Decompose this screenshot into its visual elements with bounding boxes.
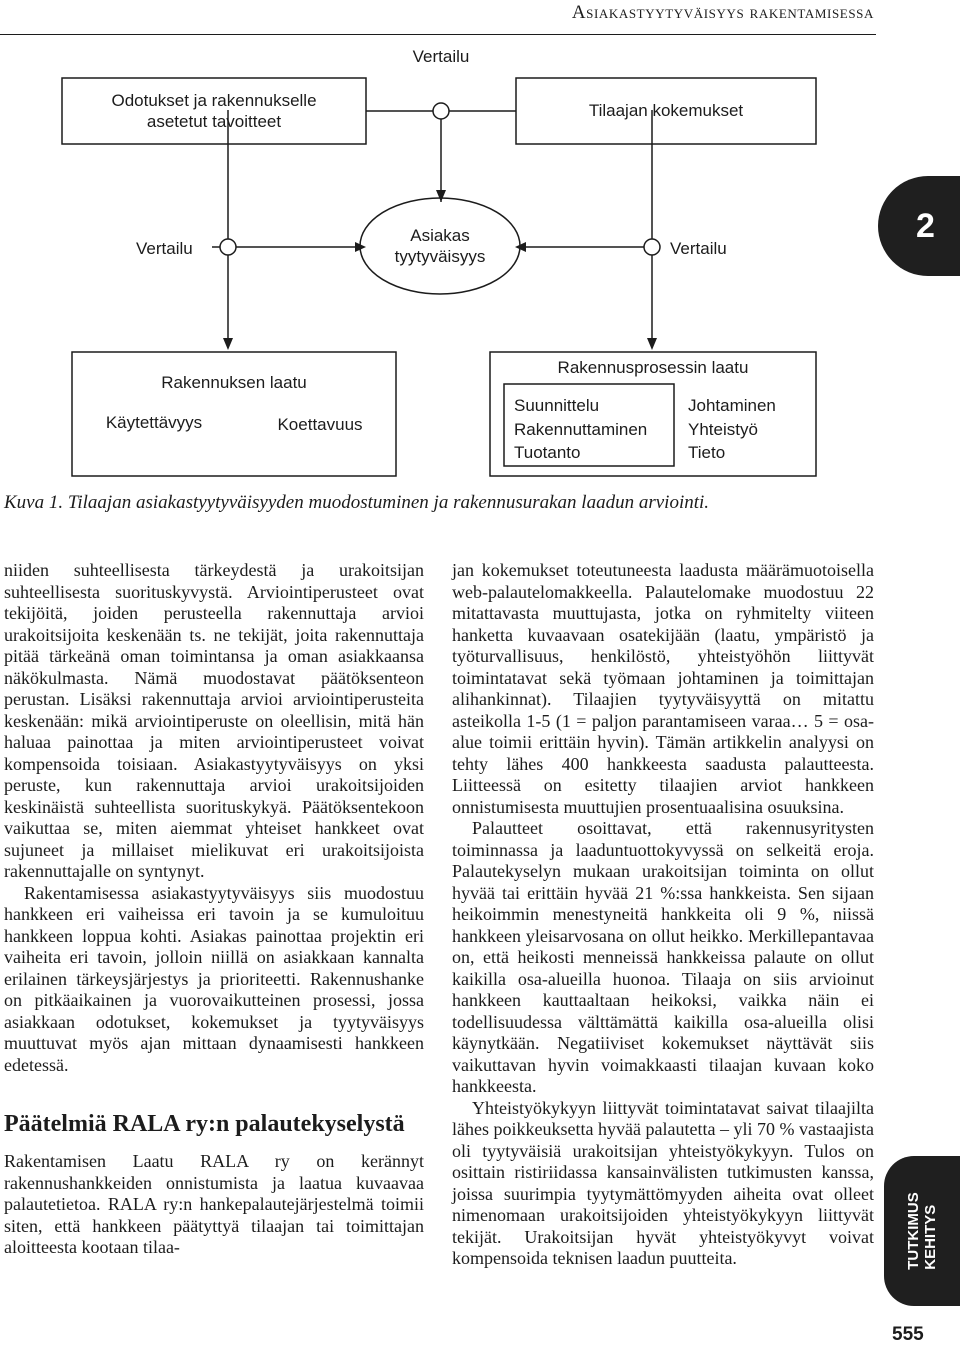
- process-item-cooperation: Yhteistyö: [688, 419, 758, 439]
- left-paragraph-1: niiden suhteellisesta tärkeydestä ja urakoitsijan suhteellisesta suorituskyvystä. Arviointiperusteet ovat tekijöitä, joiden perusteella rakennuttaja arvioi urakoitsijoita keskenään ts. ne tekijät, joita rakennuttaja pitää tärkeänä oman toimintansa ja oman asiakkaansa näkökulmasta. Nämä muodostavat päätöksenteon perustan. Lisäksi rakennuttaja arvioi arviointiperusteita keskenään: mikä arviointiperuste on oleellisin, mitä hän haluaa painottaa ja miten arviointiperusteet voivat kompensoida toisiaan. Asiakastyytyväisyys on yksi peruste, kun rakennuttaja arvioi urakoitsijoiden keskinäistä suhteellista suorituskykyä. Päätöksentekoon vaikuttaa se, miten aiemmat yhteiset hankkeet ovat sujuneet ja millaiset mielikuvat eri urakoitsijoista rakennuttajalle on syntynyt.: [4, 560, 424, 881]
- section-side-tab: [884, 1156, 960, 1306]
- process-item-design: Suunnittelu: [514, 396, 600, 415]
- process-item-management: Johtaminen: [688, 396, 776, 415]
- top-compare-label: Vertailu: [412, 47, 470, 66]
- expectations-label: [62, 90, 366, 132]
- right-column: [452, 560, 874, 1270]
- left-paragraph-2: Rakentamisessa asiakastyytyväisyys siis muodostuu hankkeen eri vaiheissa eri tavoin ja se kumuloituu hankkeen loppua kohti. Asiakas painottaa projektin eri vaiheita eri tavoin, jolloin niillä on asiakkaan kannalta erilainen tärkeysjärjestys ja prioriteetti. Rakennushanke on pitkäaikainen ja vuorovaikutteinen prosessi, jossa asiakkaan odotukset, kokemukset ja tyytyväisyys muuttuvat myös ajan mittaan dynaamisesti hankkeen edetessä.: [4, 882, 424, 1075]
- process-inner-list: [514, 394, 674, 465]
- process-item-production: Tuotanto: [514, 443, 581, 462]
- process-outer-list: [688, 394, 808, 465]
- center-line-1: Asiakas: [410, 226, 470, 245]
- left-compare-node: [220, 239, 236, 255]
- left-paragraph-3: Rakentamisen Laatu RALA ry on kerännyt rakennushankkeiden onnistumista ja laatua kuvaavaa palautetietoa. RALA ry:n hankepalautejärjestelmä toimii siten, että hankkeen päätyttyä tilaajan tai toimittajan aloitteesta kootaan tilaa-: [4, 1151, 424, 1257]
- chapter-number-tab: 2: [878, 176, 960, 276]
- page-number: 555: [892, 1324, 924, 1345]
- side-tab-line-2: KEHITYS: [922, 1204, 939, 1270]
- building-quality-item-usability: Käytettävyys: [105, 413, 203, 432]
- expectations-line-2: asetetut tavoitteet: [146, 112, 282, 131]
- right-compare-label: Vertailu: [670, 239, 727, 258]
- satisfaction-diagram: [0, 0, 960, 480]
- right-paragraph-2: Palautteet osoittavat, että rakennusyritysten toiminnassa ja laaduntuottokyvyssä on selkeitä eroja. Palautekyselyn mukaan urakoitsijan toiminta on ollut hyvää tai erittäin hyvää 21 %:ssa hankkeista. Sen sijaan heikoimmin menestyneitä hankkeita oli 9 %, niissä hankkeen yleisarvosana on ollut heikko. Merkillepantavaa on, että heikosti menneissä hankkeissa palaute on ollut kaikilla osa-alueilla huonoa. Tilaaja on siis arvioinut hankkeen kauttaaltaan heikoksi, vaikka näin ei todellisuudessa välttämättä kaikilla osa-alueilla olisi käynytkään. Negatiiviset kokemukset näyttävät siis vaikuttavan hyvin voimakkaasti tilaajan kuvaan koko hankkeesta.: [452, 818, 874, 1096]
- left-column: [4, 560, 424, 1259]
- building-quality-title: Rakennuksen laatu: [161, 373, 307, 392]
- right-paragraph-3: Yhteistyökykyyn liittyvät toimintatavat saivat tilaajilta lähes poikkeuksetta hyvää palautetta – yli 70 % vastaajista oli tyytyväisiä urakoitsijan yhteistyökykyyn. Tulos on osittain ristiriidassa kansainvälisten tutkimusten kanssa, joissa suurimpia tyytymättömyyden aiheita ovat olleet nimenomaan urakoitsijoiden yhteistyökykyyn liittyvät tekijät. Urakoitsijan hyvät yhteistyökyvyt voivat kompensoida teknisen laadun puutteita.: [452, 1097, 874, 1268]
- figure-caption: Kuva 1. Tilaajan asiakastyytyväisyyden muodostuminen ja rakennusurakan laadun arviointi.: [4, 492, 710, 513]
- process-quality-title: Rakennusprosessin laatu: [557, 358, 749, 377]
- right-paragraph-1: jan kokemukset toteutuneesta laadusta määrämuotoisella web-palautelomakkeella. Palautelomake muodostuu 22 mitattavasta muuttujasta, jotka on ryhmitelty viiteen hanketta kuvaavaan osatekijään (laatu, ympäristö ja työturvallisuus, henkilöstö, yhteistyöhön liittyvät toimintatavat sekä työmaan johtaminen ja toimittajan alihankinnat). Tilaajien tyytyväisyyttä on mitattu asteikolla 1-5 (1 = paljon parantamiseen varaa… 5 = osa-alue toimii erittäin hyvin). Tämän artikkelin analyysi on tehty lähes 400 hankkeesta saadusta palautteesta. Liitteessä on esitetty tilaajien arviot hankkeen onnistumisesta muuttujien prosentuaalisina osuuksina.: [452, 560, 874, 817]
- process-item-information: Tieto: [688, 443, 726, 462]
- experiences-label: Tilaajan kokemukset: [588, 101, 744, 120]
- left-compare-label: Vertailu: [136, 239, 193, 258]
- running-header: Asiakastyytyväisyys rakentamisessa: [571, 2, 874, 23]
- right-compare-node: [644, 239, 660, 255]
- top-compare-node: [433, 103, 449, 119]
- side-tab-line-1: TUTKIMUS: [905, 1192, 922, 1270]
- building-quality-item-experience: Koettavuus: [277, 415, 363, 434]
- process-item-commissioning: Rakennuttaminen: [514, 419, 648, 439]
- center-line-2: tyytyväisyys: [394, 247, 486, 266]
- center-ellipse-label: [360, 225, 520, 267]
- section-heading: Päätelmiä RALA ry:n palautekyselystä: [4, 1111, 405, 1137]
- expectations-line-1: Odotukset ja rakennukselle: [111, 91, 317, 110]
- side-tab-text: [905, 1192, 939, 1270]
